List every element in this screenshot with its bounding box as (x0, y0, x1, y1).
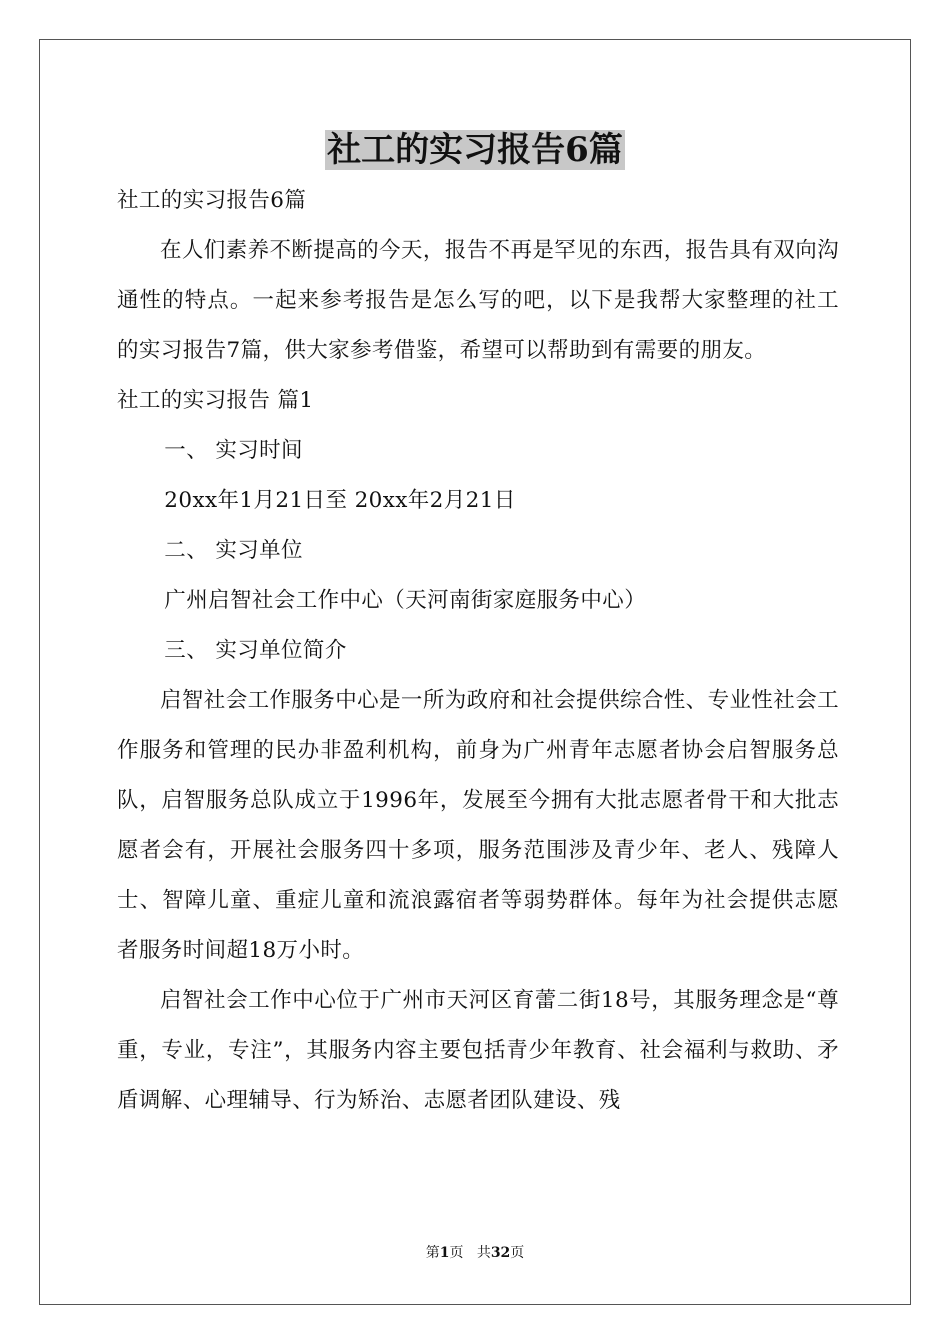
profile-paragraph-2: 启智社会工作中心位于广州市天河区育蕾二街18号，其服务理念是“尊重，专业，专注”，其服务内容主要包括青少年教育、社会福利与救助、矛盾调解、心理辅导、行为矫治、志愿者团队建设、残 (117, 988, 839, 1113)
document-subtitle: 社工的实习报告6篇 (117, 188, 307, 213)
page-footer (0, 1243, 950, 1263)
document-title (0, 126, 950, 174)
section-heading: 社工的实习报告 篇1 (117, 388, 314, 413)
item-unit-value: 广州启智社会工作中心（天河南街家庭服务中心） (164, 588, 647, 613)
item-time-label: 一、 实习时间 (164, 438, 303, 463)
intro-paragraph: 在人们素养不断提高的今天，报告不再是罕见的东西，报告具有双向沟通性的特点。一起来参考报告是怎么写的吧，以下是我帮大家整理的社工的实习报告7篇，供大家参考借鉴，希望可以帮助到有需要的朋友。 (117, 238, 839, 363)
item-unit-label: 二、 实习单位 (164, 538, 303, 563)
total-prefix: 共 (476, 1245, 491, 1261)
page-number: 1 (439, 1245, 450, 1261)
page-prefix: 第 (425, 1245, 440, 1261)
document-body (117, 176, 839, 1126)
document-title-text: 社工的实习报告6篇 (327, 130, 623, 170)
profile-paragraph-1: 启智社会工作服务中心是一所为政府和社会提供综合性、专业性社会工作服务和管理的民办非盈利机构，前身为广州青年志愿者协会启智服务总队，启智服务总队成立于1996年，发展至今拥有大批志愿者骨干和大批志愿者会有，开展社会服务四十多项，服务范围涉及青少年、老人、残障人士、智障儿童、重症儿童和流浪露宿者等弱势群体。每年为社会提供志愿者服务时间超18万小时。 (117, 688, 839, 963)
total-suffix: 页 (510, 1245, 525, 1261)
page-suffix: 页 (449, 1245, 464, 1261)
total-pages: 32 (490, 1245, 511, 1261)
item-time-value: 20xx年1月21日至 20xx年2月21日 (164, 488, 516, 513)
item-profile-label: 三、 实习单位简介 (164, 638, 347, 663)
